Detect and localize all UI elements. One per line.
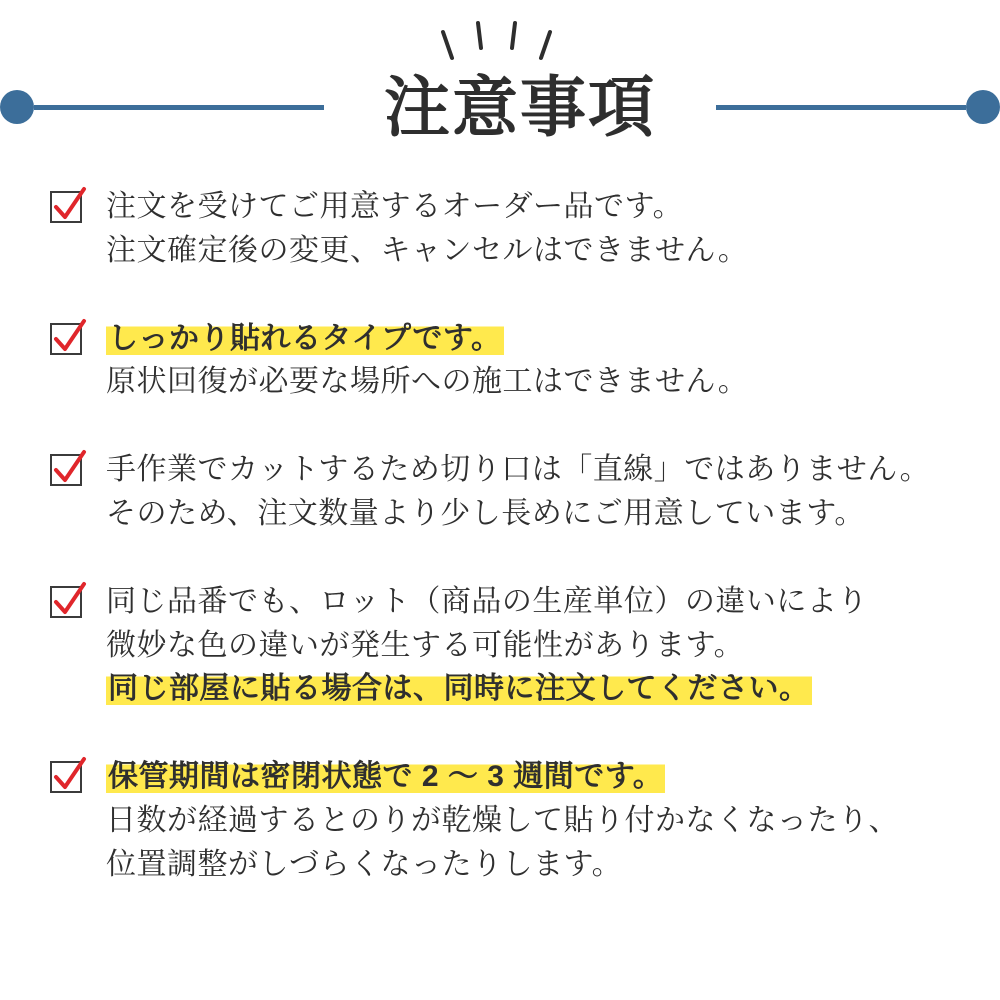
list-item	[48, 185, 952, 273]
checkbox-checked-icon	[48, 187, 88, 227]
note-line: 日数が経過するとのりが乾燥して貼り付かなくなったり、	[106, 803, 899, 837]
note-line: 同じ品番でも、ロット（商品の生産単位）の違いにより	[106, 584, 868, 618]
rule-dot-right	[966, 90, 1000, 124]
note-line	[106, 755, 952, 799]
note-lines	[106, 185, 952, 273]
note-line: 注文確定後の変更、キャンセルはできません。	[106, 233, 749, 267]
rule-line-right	[716, 105, 966, 110]
rule-line-left	[34, 105, 324, 110]
note-lines	[106, 755, 952, 886]
note-lines	[106, 448, 952, 536]
note-line: 微妙な色の違いが発生する可能性があります。	[106, 628, 745, 662]
note-line: 原状回復が必要な場所への施工はできません。	[106, 365, 749, 399]
highlighted-text: 同じ部屋に貼る場合は、同時に注文してください。	[108, 672, 810, 706]
checkbox-checked-icon	[48, 757, 88, 797]
note-lines	[106, 580, 952, 711]
checkbox-checked-icon	[48, 582, 88, 622]
checkbox-checked-icon	[48, 319, 88, 359]
note-line: 位置調整がしづらくなったりします。	[106, 847, 623, 881]
notes-list	[0, 185, 1000, 887]
list-item	[48, 317, 952, 405]
list-item	[48, 448, 952, 536]
note-line: 注文を受けてご用意するオーダー品です。	[106, 190, 684, 223]
rule-dot-left	[0, 90, 34, 124]
note-lines	[106, 317, 952, 405]
note-line: 手作業でカットするため切り口は「直線」ではありません。	[106, 453, 931, 487]
list-item	[48, 580, 952, 711]
page-title: 注意事項	[384, 70, 656, 144]
note-line	[106, 667, 952, 711]
list-item	[48, 755, 952, 886]
note-line: そのため、注文数量より少し長めにご用意しています。	[106, 496, 865, 530]
note-line	[106, 317, 952, 361]
sparkle-burst-icon	[0, 18, 1000, 68]
highlighted-text: 保管期間は密閉状態で 2 〜 3 週間です。	[108, 760, 664, 794]
page-header	[0, 0, 1000, 175]
checkbox-checked-icon	[48, 450, 88, 490]
title-rule-row	[0, 62, 1000, 152]
highlighted-text: しっかり貼れるタイプです。	[108, 321, 502, 355]
